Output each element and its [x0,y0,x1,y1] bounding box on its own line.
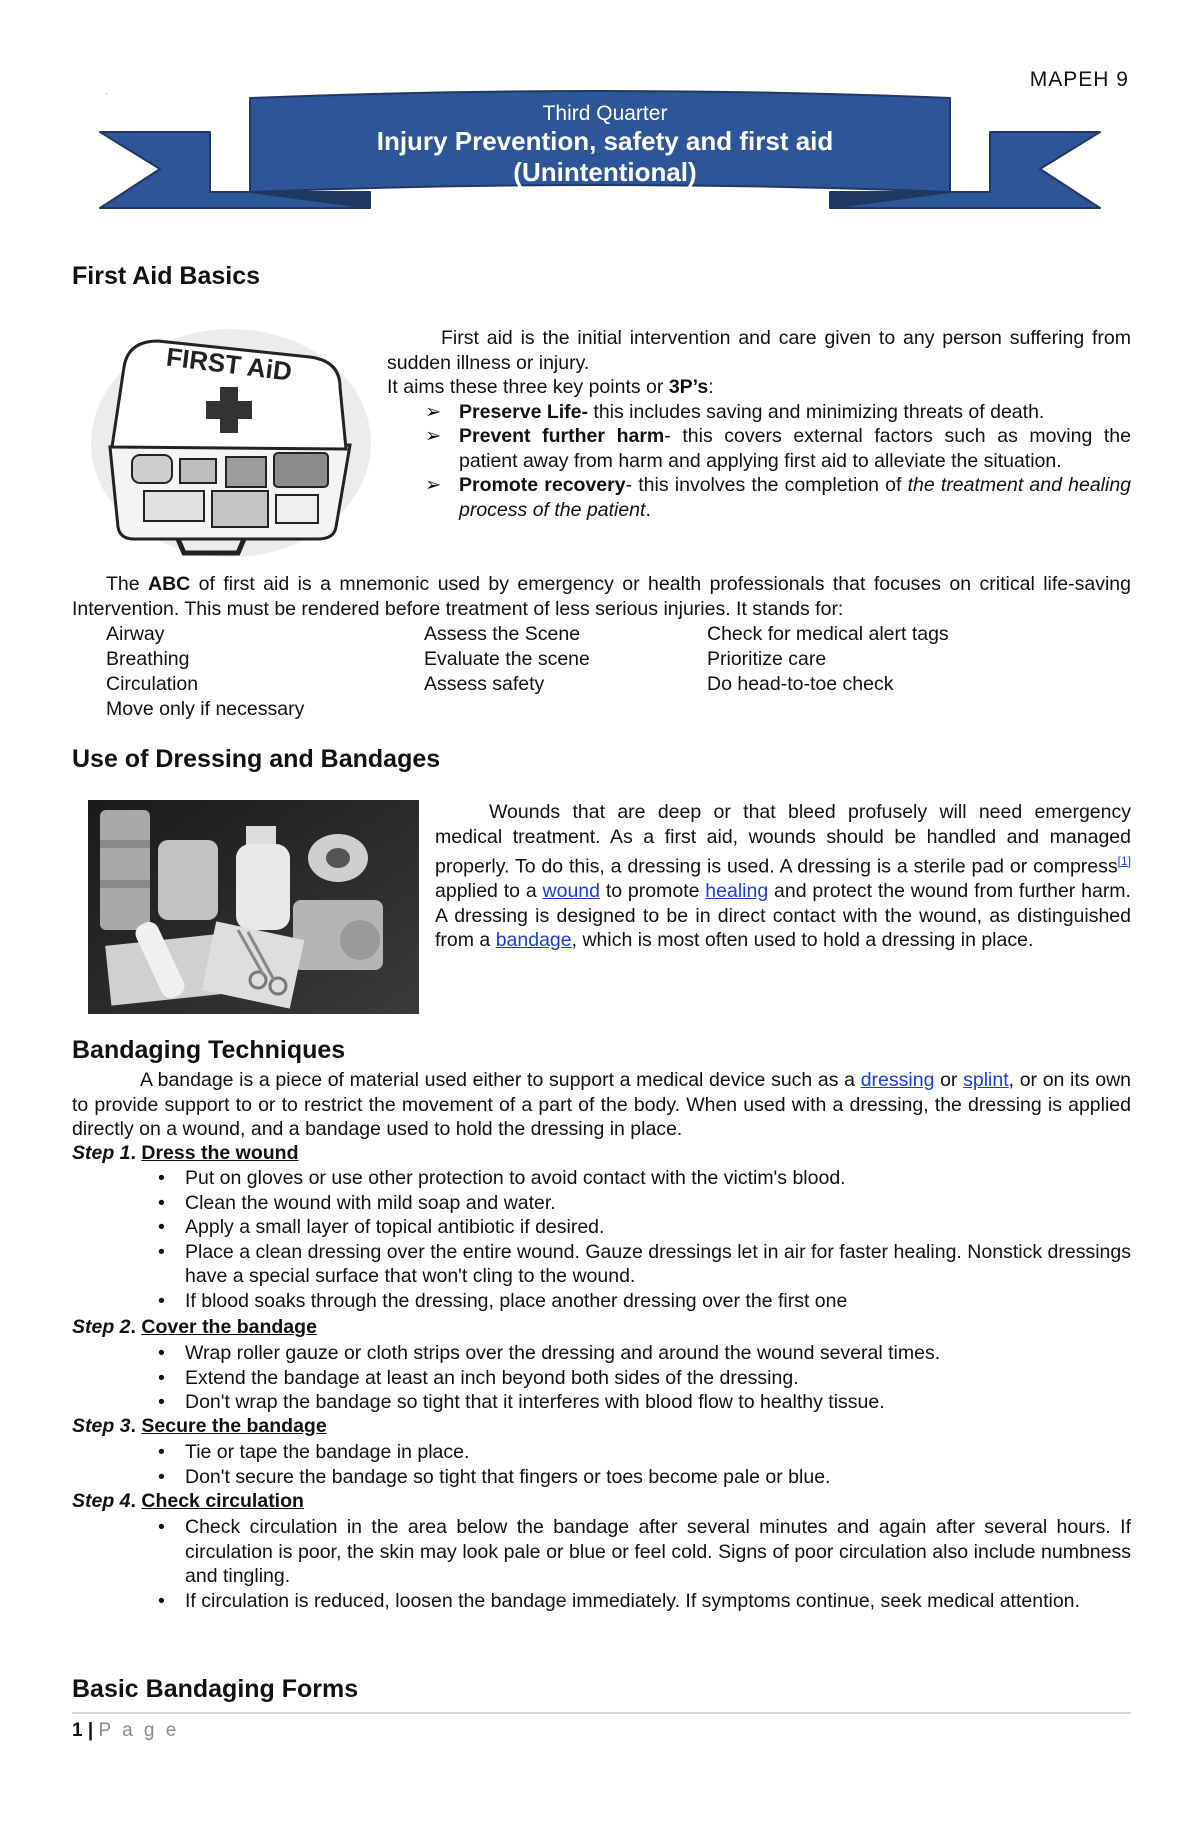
page-number: 1 [72,1720,83,1741]
list-item: • Apply a small layer of topical antibiotic if desired. [158,1216,605,1238]
abc-item: Move only if necessary [106,698,305,720]
abc-column-3 [707,622,949,697]
section-heading-bandaging: Bandaging Techniques [72,1036,346,1064]
bullet-icon: • [158,1391,165,1413]
step-1-list [150,1166,1131,1313]
banner-title-line1: Injury Prevention, safety and first aid [376,126,834,156]
first-aid-definition: First aid is the initial intervention and care given to any person suffering from sudden illness or injury. [387,327,1131,374]
list-item: • Check circulation in the area below the bandage after several minutes and again after several hours. If circulation is poor, the skin may look pale or blue or feel cold. Signs of poor circulation also include numbness and tingling. [158,1516,1131,1587]
list-item: • Don't secure the bandage so tight that fingers or toes become pale or blue. [158,1465,831,1488]
abc-item: Assess safety [424,673,545,695]
abc-item: Assess the Scene [424,623,581,645]
bullet-icon: • [158,1167,165,1189]
bandaging-intro: A bandage is a piece of material used either to support a medical device such as a dressing or splint, or on its own to provide support to or to restrict the movement of a part of the body. When used with a dressing, the dressing is applied directly on a wound, and a bandage used to hold the dressing in place. [72,1069,1131,1140]
arrow-bullet-icon: ➢ [425,474,442,496]
step-4-heading: Step 4. Check circulation [72,1490,304,1512]
stray-dot: . [105,86,108,97]
banner-title-line2: (Unintentional) [513,157,697,187]
abc-item: Prioritize care [707,648,827,670]
abc-column-2 [424,622,590,697]
bullet-icon: • [158,1216,165,1238]
footer-divider [72,1712,1131,1714]
footer-separator: | [87,1720,94,1741]
list-item: ➢ Promote recovery- this involves the completion of the treatment and healing process of the patient. [425,474,1132,521]
abc-item: Circulation [106,673,199,695]
page-footer [72,1720,179,1742]
list-item: • If circulation is reduced, loosen the bandage immediately. If symptoms continue, seek medical attention. [158,1589,1080,1612]
list-item: • Don't wrap the bandage so tight that it interferes with blood flow to healthy tissue. [158,1391,885,1413]
bullet-icon: • [158,1240,165,1263]
step-1-heading: Step 1. Dress the wound [72,1142,299,1164]
first-aid-kit-illustration [88,327,374,559]
list-item: • Extend the bandage at least an inch beyond both sides of the dressing. [158,1366,799,1389]
first-aid-text [387,326,1131,522]
step-3-heading: Step 3. Secure the bandage [72,1415,327,1437]
section-heading-forms: Basic Bandaging Forms [72,1675,359,1703]
step-3-list [150,1440,1131,1489]
bandage-link[interactable]: bandage [495,929,572,951]
abc-column-1 [106,622,304,722]
subject-label: MAPEH 9 [1029,68,1129,91]
arrow-bullet-icon: ➢ [425,400,442,423]
abc-item: Airway [106,623,165,645]
abc-item: Breathing [106,648,190,670]
three-p-list [387,400,1131,523]
banner-quarter: Third Quarter [542,102,668,125]
abc-item: Evaluate the scene [424,648,590,670]
abc-item: Do head-to-toe check [707,673,894,695]
list-item: • If blood soaks through the dressing, place another dressing over the first one [158,1289,848,1312]
step-2-heading: Step 2. Cover the bandage [72,1316,317,1338]
step-2-list [150,1341,1131,1415]
arrow-bullet-icon: ➢ [425,425,442,447]
abc-intro: The ABC of first aid is a mnemonic used by emergency or health professionals that focuses on critical life-saving Intervention. This must be rendered before treatment of less serious injuries. It stands for: [72,573,1131,620]
bullet-icon: • [158,1465,165,1488]
bullet-icon: • [158,1516,165,1538]
page-label: P a g e [98,1720,180,1741]
bullet-icon: • [158,1191,165,1214]
bullet-icon: • [158,1366,165,1389]
list-item: • Put on gloves or use other protection to avoid contact with the victim's blood. [158,1167,846,1189]
first-aid-aims: It aims these three key points or 3P’s: [387,376,714,398]
bullet-icon: • [158,1589,165,1612]
list-item: • Place a clean dressing over the entire wound. Gauze dressings let in air for faster healing. Nonstick dressings have a special surface that won't cling to the wound. [158,1240,1131,1287]
abc-item: Check for medical alert tags [707,623,949,645]
section-heading-first-aid: First Aid Basics [72,262,261,290]
list-item: • Clean the wound with mild soap and water. [158,1191,556,1214]
list-item: ➢ Prevent further harm- this covers external factors such as moving the patient away from harm and applying first aid to alleviate the situation. [425,425,1132,472]
dressing-supplies-photo [88,800,419,1014]
bullet-icon: • [158,1342,165,1364]
banner-text [250,102,960,188]
list-item: • Tie or tape the bandage in place. [158,1441,470,1463]
dressing-paragraph: Wounds that are deep or that bleed profusely will need emergency medical treatment. As a first aid, wounds should be handled and managed properly. To do this, a dressing is used. A dressing is a sterile pad or compress[1] applied to a wound to promote healing and protect the wound from further harm. A dressing is designed to be in direct contact with the wound, as distinguished from a bandage, which is most often used to hold a dressing in place. [435,801,1131,951]
dressing-link[interactable]: dressing [860,1069,935,1091]
section-heading-dressing: Use of Dressing and Bandages [72,745,441,773]
reference-link[interactable]: [1] [1117,854,1131,868]
splint-link[interactable]: splint [963,1069,1009,1091]
healing-link[interactable]: healing [705,880,769,902]
step-4-list [150,1515,1131,1613]
bullet-icon: • [158,1441,165,1463]
list-item: • Wrap roller gauze or cloth strips over the dressing and around the wound several times. [158,1342,941,1364]
kit-lid-label: FIRST AiD [164,341,294,387]
wound-link[interactable]: wound [542,880,600,902]
list-item: ➢ Preserve Life- this includes saving and minimizing threats of death. [425,400,1045,423]
bullet-icon: • [158,1289,165,1312]
